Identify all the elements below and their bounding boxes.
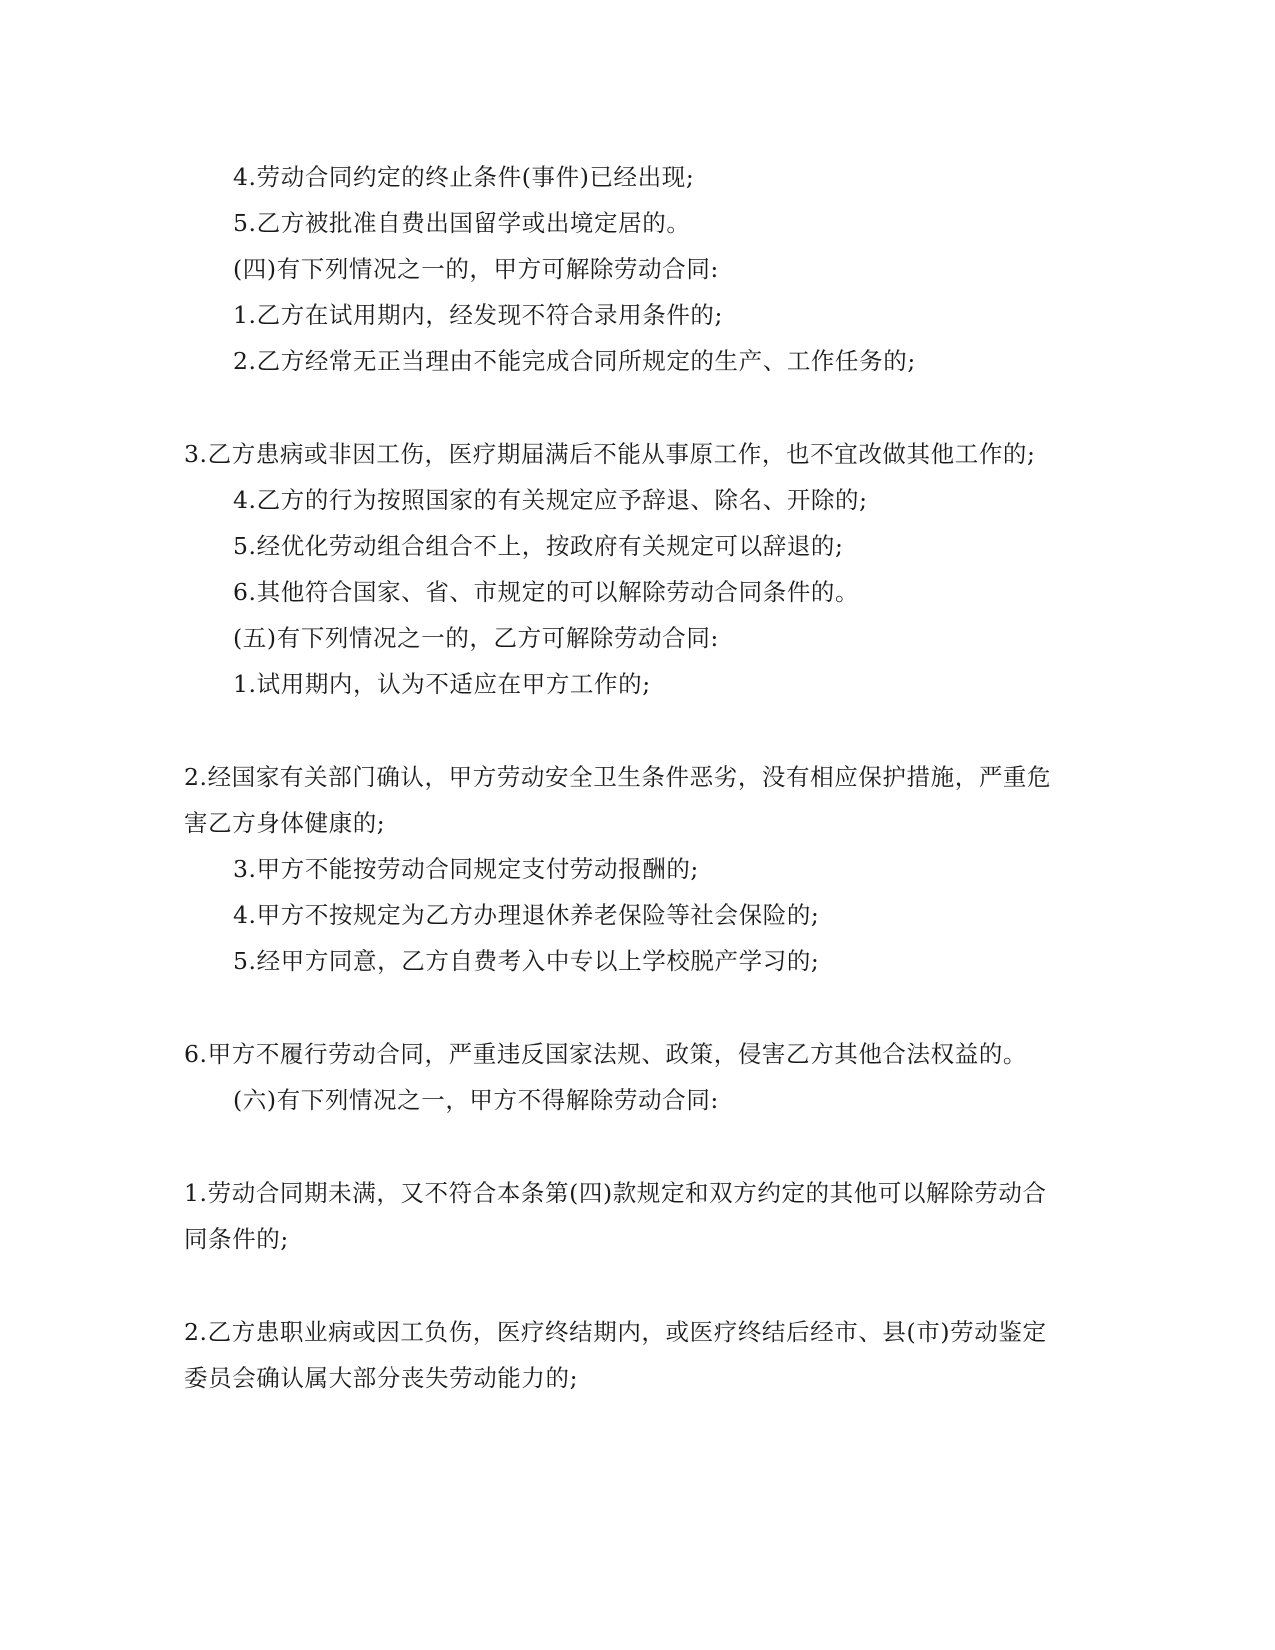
clause-line: 5.经优化劳动组合组合不上，按政府有关规定可以辞退的;: [233, 532, 844, 560]
clause-line: 1.试用期内，认为不适应在甲方工作的;: [233, 670, 651, 698]
clause-line: 6.甲方不履行劳动合同，严重违反国家法规、政策，侵害乙方其他合法权益的。: [184, 1040, 1028, 1068]
clause-line: 4.乙方的行为按照国家的有关规定应予辞退、除名、开除的;: [233, 486, 868, 514]
clause-line: 4.甲方不按规定为乙方办理退休养老保险等社会保险的;: [233, 901, 820, 929]
clause-line: 3.乙方患病或非因工伤，医疗期届满后不能从事原工作，也不宜改做其他工作的;: [184, 440, 1036, 468]
section-heading: (六)有下列情况之一，甲方不得解除劳动合同:: [233, 1086, 719, 1114]
clause-line-continuation: 同条件的;: [184, 1225, 289, 1253]
clause-line: 3.甲方不能按劳动合同规定支付劳动报酬的;: [233, 855, 699, 883]
clause-line: 6.其他符合国家、省、市规定的可以解除劳动合同条件的。: [233, 578, 860, 606]
clause-line: 5.经甲方同意，乙方自费考入中专以上学校脱产学习的;: [233, 947, 820, 975]
clause-line-continuation: 委员会确认属大部分丧失劳动能力的;: [184, 1364, 579, 1392]
clause-line: 4.劳动合同约定的终止条件(事件)已经出现;: [233, 163, 695, 191]
clause-line: 5.乙方被批准自费出国留学或出境定居的。: [233, 209, 691, 237]
section-heading: (五)有下列情况之一的，乙方可解除劳动合同:: [233, 624, 719, 652]
clause-line: 2.乙方患职业病或因工负伤，医疗终结期内，或医疗终结后经市、县(市)劳动鉴定: [184, 1318, 1047, 1346]
clause-line-continuation: 害乙方身体健康的;: [184, 809, 386, 837]
clause-line: 2.乙方经常无正当理由不能完成合同所规定的生产、工作任务的;: [233, 347, 916, 375]
clause-line: 1.劳动合同期未满，又不符合本条第(四)款规定和双方约定的其他可以解除劳动合: [184, 1179, 1047, 1207]
section-heading: (四)有下列情况之一的，甲方可解除劳动合同:: [233, 255, 719, 283]
clause-line: 2.经国家有关部门确认，甲方劳动安全卫生条件恶劣，没有相应保护措施，严重危: [184, 763, 1052, 791]
clause-line: 1.乙方在试用期内，经发现不符合录用条件的;: [233, 301, 724, 329]
